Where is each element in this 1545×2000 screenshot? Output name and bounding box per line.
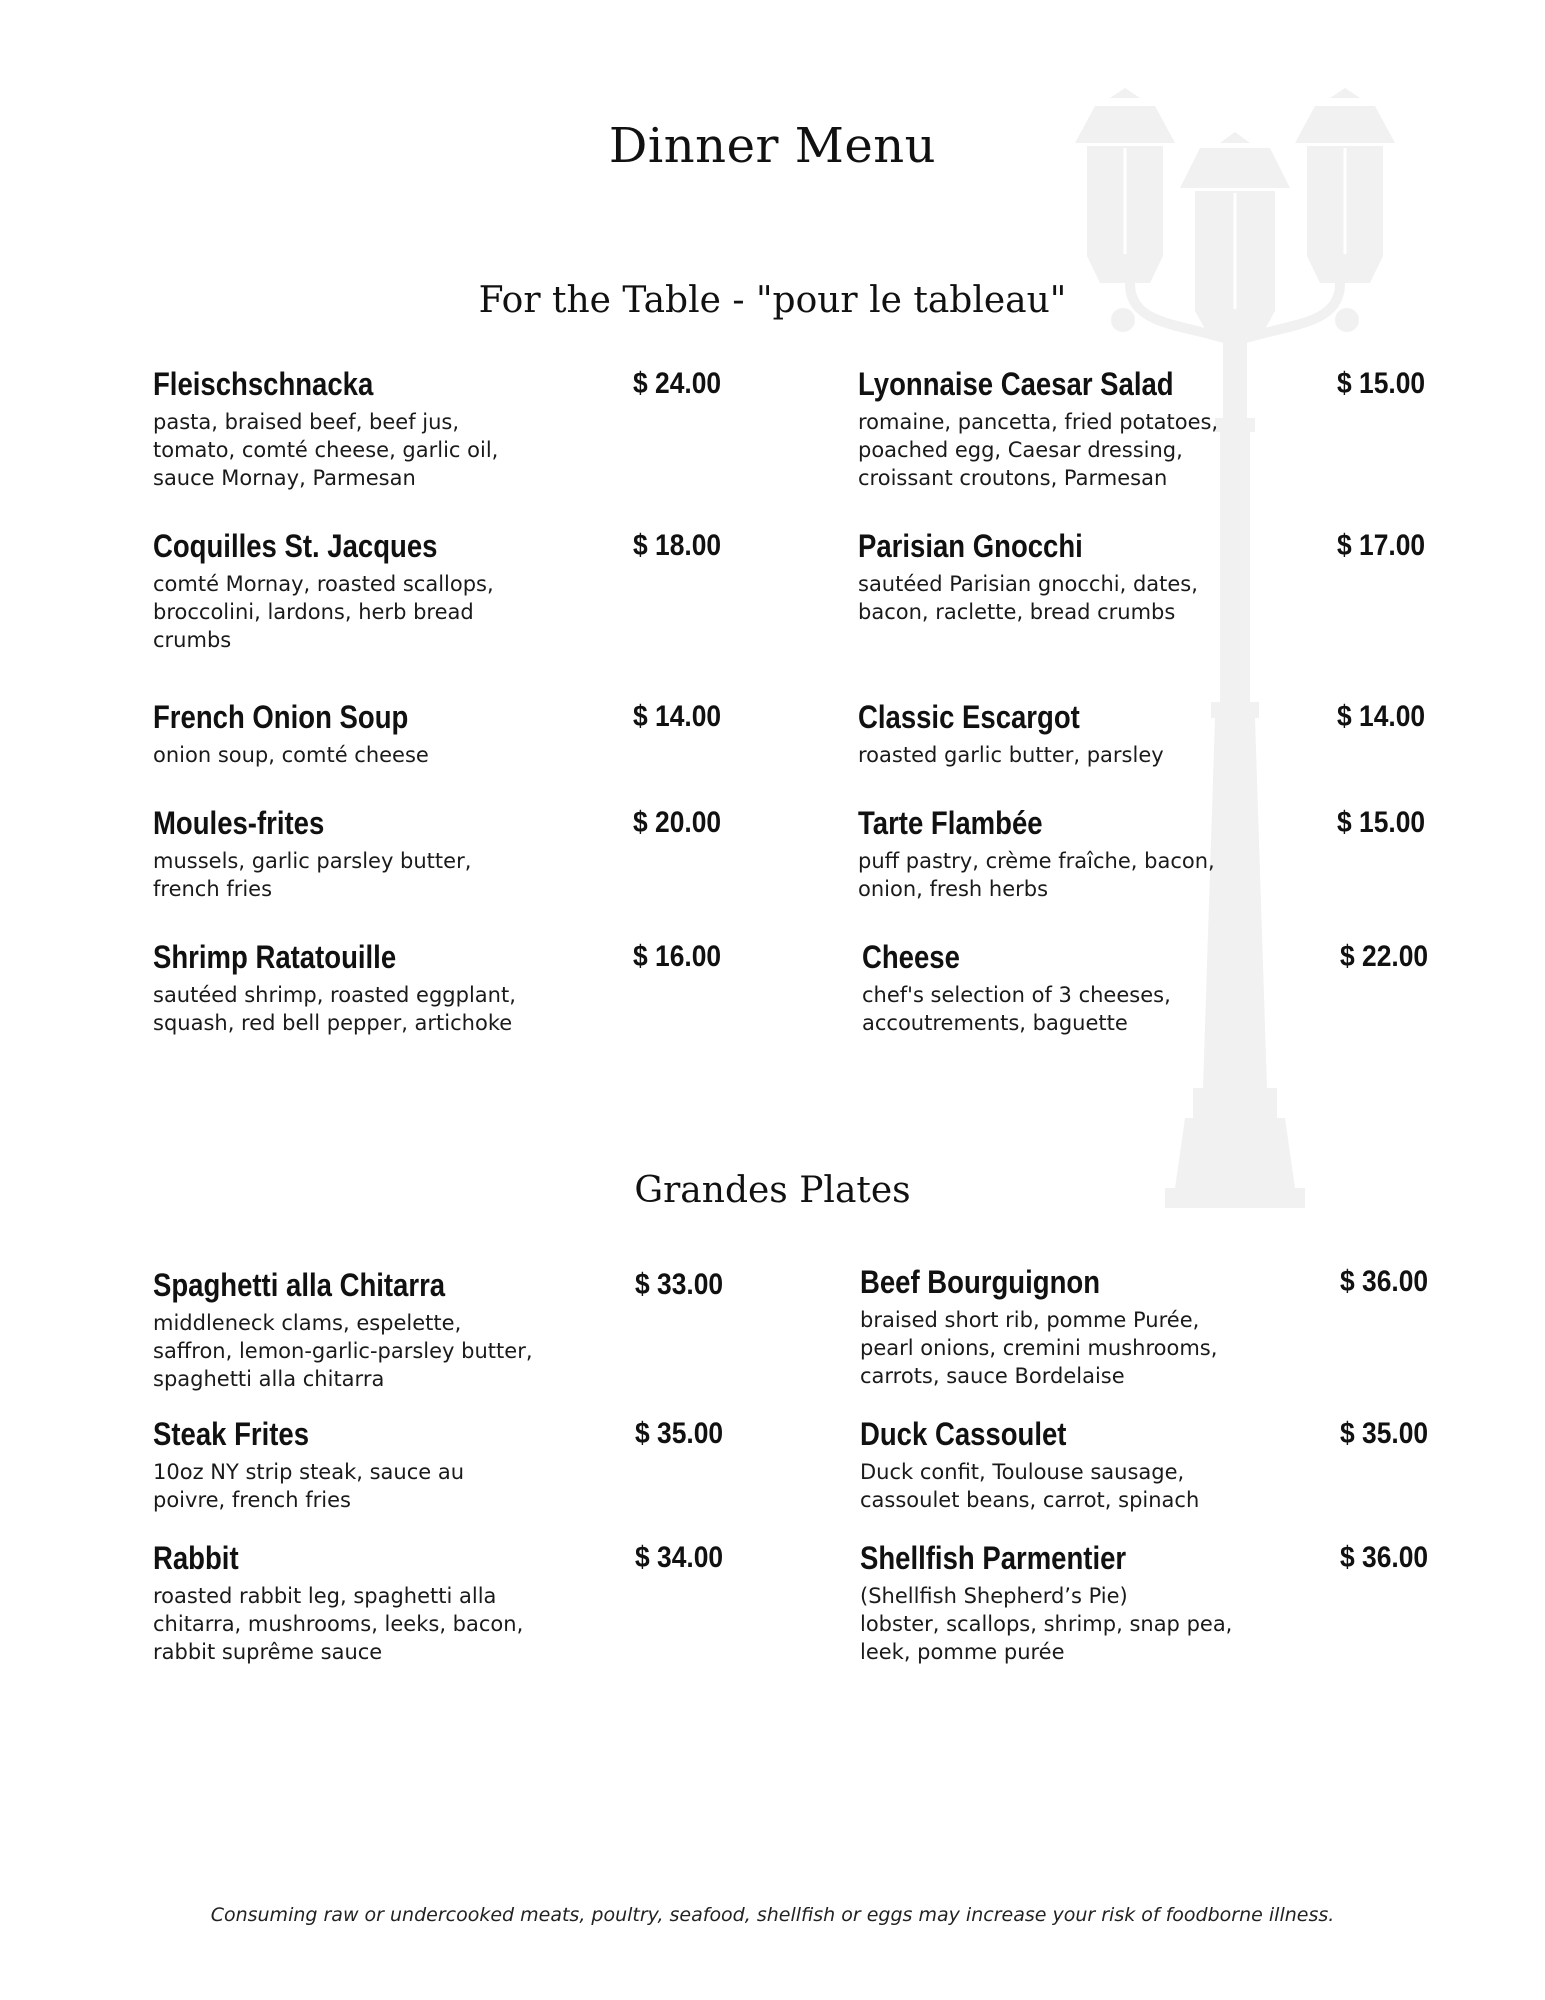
item-name: Shellfish Parmentier [860, 1540, 1127, 1576]
item-price: $ 36.00 [1339, 1265, 1428, 1298]
item-name: Lyonnaise Caesar Salad [858, 366, 1174, 402]
item-price: $ 33.00 [634, 1268, 723, 1301]
item-name: Cheese [862, 939, 960, 975]
menu-item [153, 803, 721, 903]
menu-item [153, 1265, 723, 1393]
menu-item [858, 803, 1425, 903]
item-description: 10oz NY strip steak, sauce au poivre, french fries [153, 1460, 465, 1512]
item-name: Coquilles St. Jacques [153, 528, 438, 564]
item-name: Parisian Gnocchi [858, 528, 1083, 564]
item-price: $ 17.00 [1336, 529, 1425, 562]
item-description: middleneck clams, espelette, saffron, lemon-garlic-parsley butter, spaghetti alla chitarra [153, 1311, 533, 1391]
item-name: French Onion Soup [153, 699, 409, 735]
item-description: mussels, garlic parsley butter, french fries [153, 849, 472, 901]
item-name: Rabbit [153, 1540, 239, 1576]
menu-item [858, 697, 1425, 769]
item-description: onion soup, comté cheese [153, 743, 429, 767]
item-description: Duck confit, Toulouse sausage, cassoulet beans, carrot, spinach [860, 1460, 1200, 1512]
item-name: Fleischschnacka [153, 366, 374, 402]
section-heading-for-the-table: For the Table - "pour le tableau" [478, 280, 1067, 321]
item-price: $ 20.00 [632, 806, 721, 839]
item-description: romaine, pancetta, fried potatoes, poached egg, Caesar dressing, croissant croutons, Parmesan [858, 410, 1219, 490]
item-description: sautéed Parisian gnocchi, dates, bacon, raclette, bread crumbs [858, 572, 1198, 624]
item-description: sautéed shrimp, roasted eggplant, squash, red bell pepper, artichoke [153, 983, 516, 1035]
item-price: $ 15.00 [1336, 806, 1425, 839]
item-price: $ 35.00 [634, 1417, 723, 1450]
item-description: puff pastry, crème fraîche, bacon, onion, fresh herbs [858, 849, 1215, 901]
item-name: Steak Frites [153, 1416, 310, 1452]
item-price: $ 18.00 [632, 529, 721, 562]
menu-item [860, 1538, 1428, 1666]
item-name: Duck Cassoulet [860, 1416, 1067, 1452]
item-price: $ 36.00 [1339, 1541, 1428, 1574]
street-lamp-watermark [1055, 88, 1415, 1238]
menu-item [858, 526, 1425, 626]
menu-item [153, 697, 721, 769]
menu-item [153, 364, 721, 492]
item-name: Moules-frites [153, 805, 325, 841]
item-price: $ 14.00 [632, 700, 721, 733]
menu-item [860, 1414, 1428, 1514]
item-price: $ 15.00 [1336, 367, 1425, 400]
menu-item [862, 937, 1428, 1037]
item-price: $ 35.00 [1339, 1417, 1428, 1450]
item-name: Tarte Flambée [858, 805, 1043, 841]
item-price: $ 14.00 [1336, 700, 1425, 733]
item-name: Classic Escargot [858, 699, 1080, 735]
item-name: Shrimp Ratatouille [153, 939, 397, 975]
page-title: Dinner Menu [608, 118, 937, 174]
menu-item [153, 1538, 723, 1666]
item-description: chef's selection of 3 cheeses, accoutrements, baguette [862, 983, 1171, 1035]
item-name: Spaghetti alla Chitarra [153, 1267, 446, 1303]
item-name: Beef Bourguignon [860, 1264, 1101, 1300]
item-description: comté Mornay, roasted scallops, broccolini, lardons, herb bread crumbs [153, 572, 494, 652]
menu-item [153, 937, 721, 1037]
item-description: braised short rib, pomme Purée, pearl onions, cremini mushrooms, carrots, sauce Bordelaise [860, 1308, 1218, 1388]
menu-item [153, 1414, 723, 1514]
menu-item [858, 364, 1425, 492]
menu-item [153, 526, 721, 654]
item-price: $ 16.00 [632, 940, 721, 973]
item-description: pasta, braised beef, beef jus, tomato, comté cheese, garlic oil, sauce Mornay, Parmesan [153, 410, 499, 490]
health-disclaimer: Consuming raw or undercooked meats, poultry, seafood, shellfish or eggs may increase your risk of foodborne illness. [210, 1904, 1335, 1926]
item-description: roasted rabbit leg, spaghetti alla chitarra, mushrooms, leeks, bacon, rabbit suprême sauce [153, 1584, 524, 1664]
item-price: $ 34.00 [634, 1541, 723, 1574]
menu-item [860, 1262, 1428, 1390]
item-description: roasted garlic butter, parsley [858, 743, 1164, 767]
section-heading-grandes-plates: Grandes Plates [634, 1170, 911, 1211]
item-description: (Shellfish Shepherd’s Pie) lobster, scallops, shrimp, snap pea, leek, pomme purée [860, 1584, 1233, 1664]
item-price: $ 24.00 [632, 367, 721, 400]
item-price: $ 22.00 [1339, 940, 1428, 973]
